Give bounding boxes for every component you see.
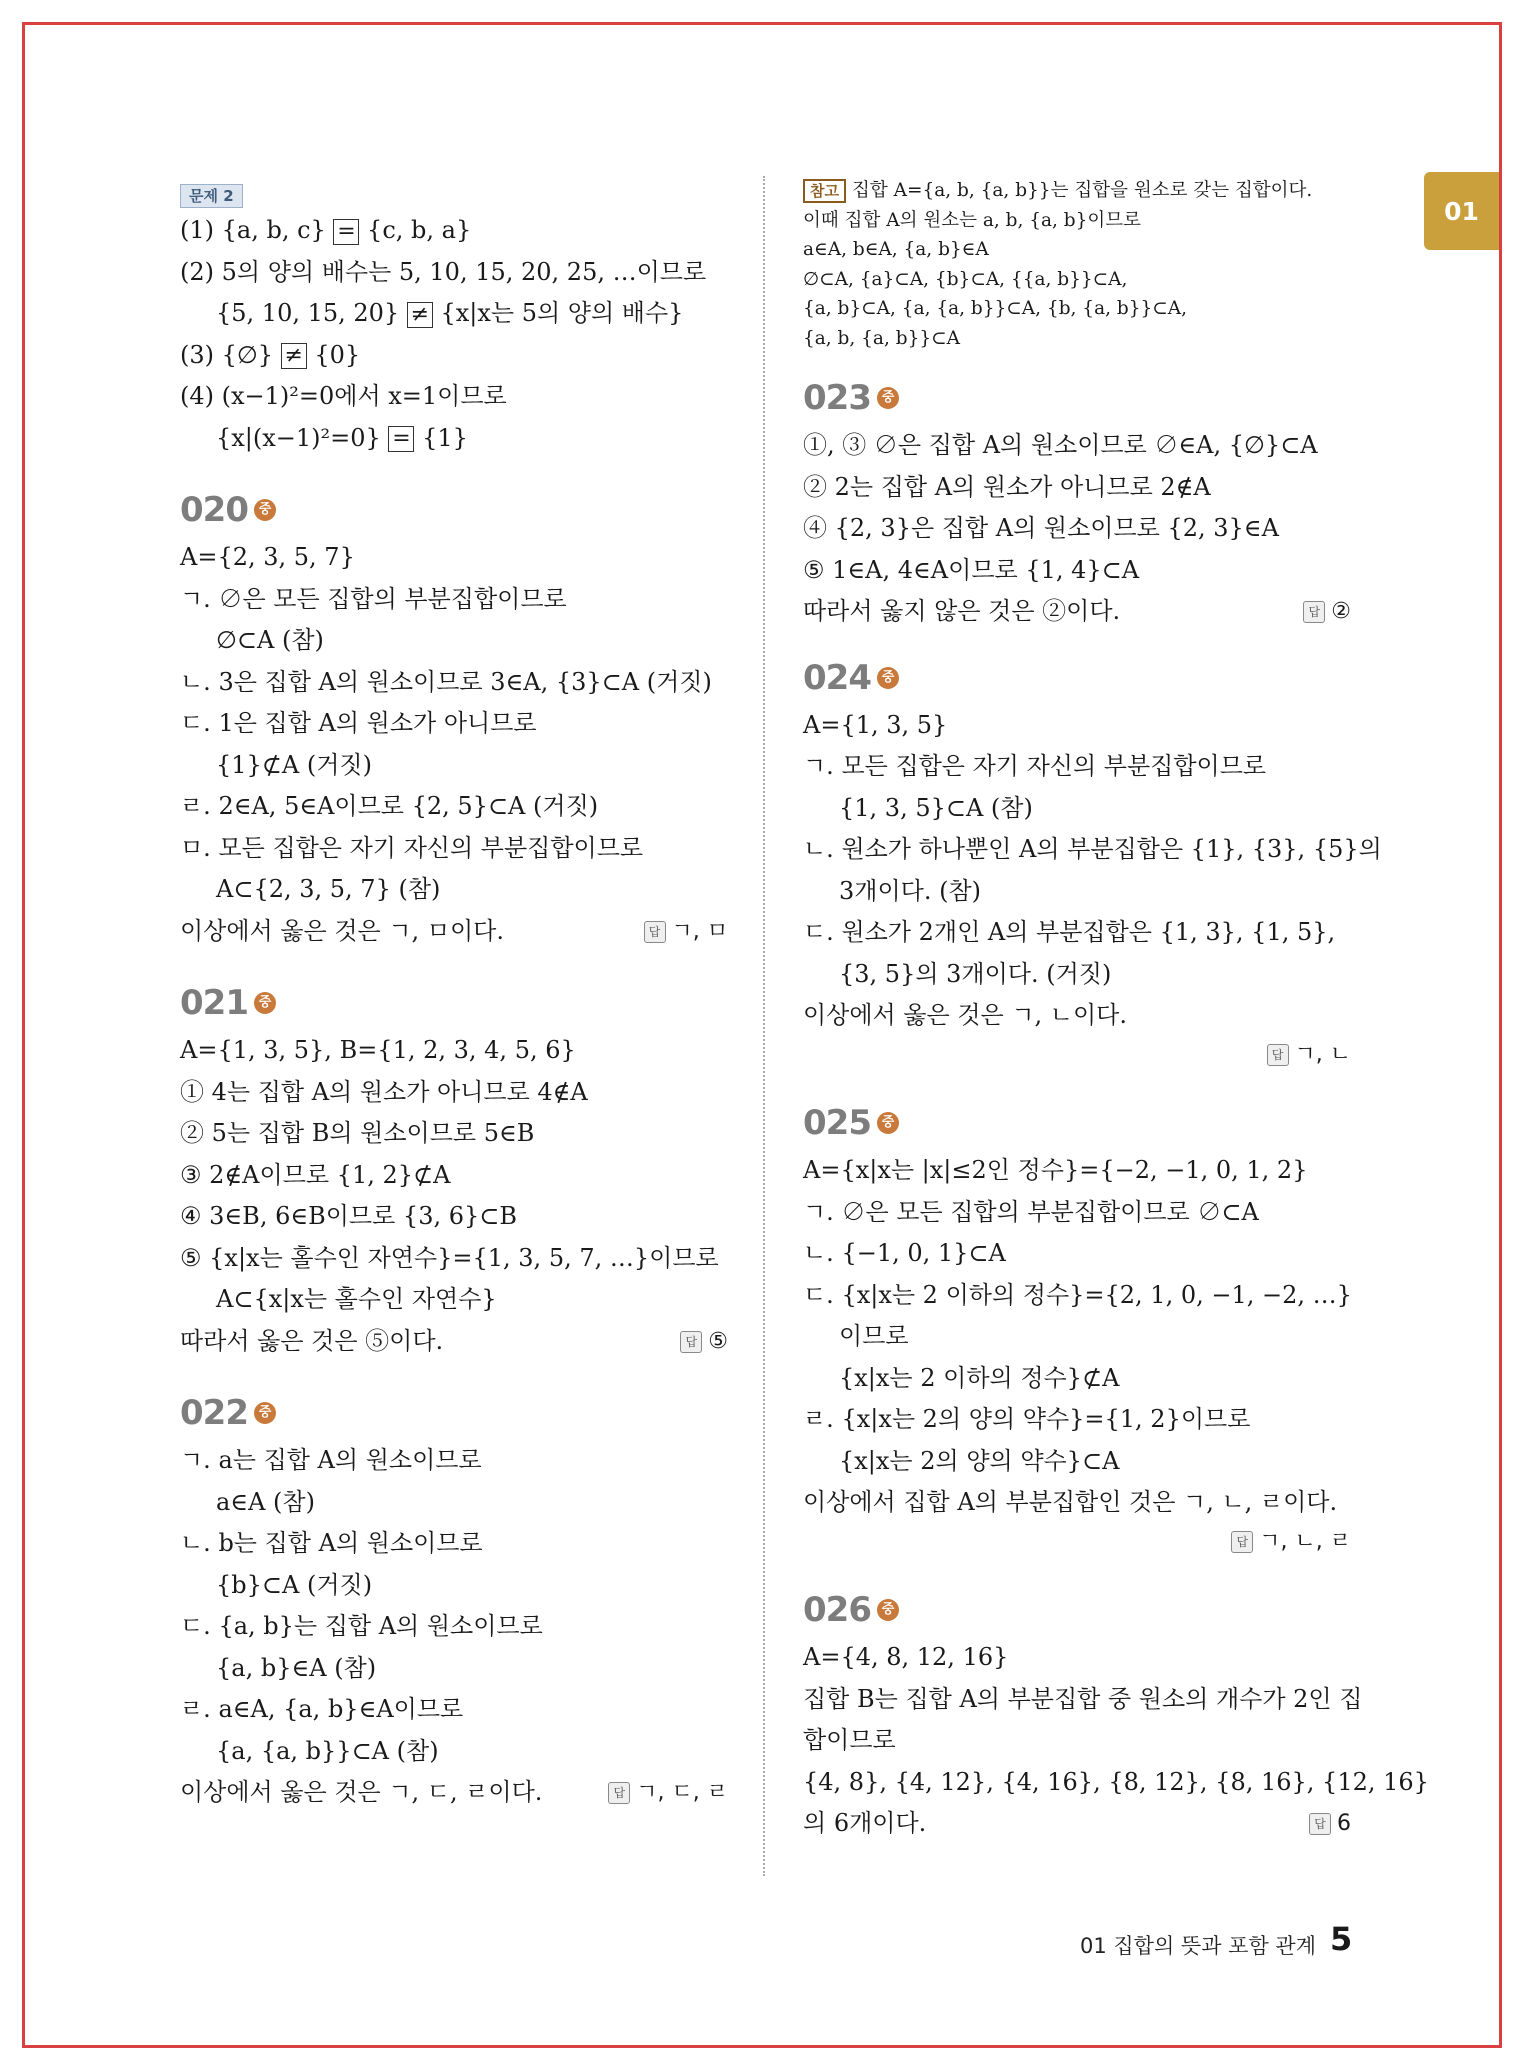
solution-line: ② 2는 집합 A의 원소가 아니므로 2∉A [803,472,1211,501]
solution-line: a∈A (참) [216,1487,315,1516]
solution-line: ㄴ. {−1, 0, 1}⊂A [803,1239,1006,1267]
solution-line: ① 4는 집합 A의 원소가 아니므로 4∉A [180,1077,588,1106]
difficulty-icon: 중 [877,667,899,689]
conclusion-line: 따라서 옳지 않은 것은 ②이다. 답 ② [803,591,1351,633]
problem-021 [180,980,728,1362]
right-column [803,176,1429,1845]
answer-icon: 답 [1303,601,1325,623]
note-line: 참고 집합 A={a, b, {a, b}}는 집합을 원소로 갖는 집합이다. [803,176,1351,206]
answer-row [803,1037,1351,1079]
answer: 답 ② [1303,591,1351,633]
solution-line: ㄴ. 원소가 하나뿐인 A의 부분집합은 {1}, {3}, {5}의 [803,835,1382,863]
solution-line: {a, {a, b}}⊂A (참) [216,1736,439,1765]
solution-line: A⊂{2, 3, 5, 7} (참) [216,875,441,903]
problem-020 [180,487,728,952]
difficulty-icon: 중 [254,1402,276,1424]
solution-line: ③ 2∉A이므로 {1, 2}⊄A [180,1160,451,1189]
intro-section [180,176,728,459]
solution-line: A={1, 3, 5} [803,710,948,739]
intro-line-1: (1) {a, b, c} = {c, b, a} [180,216,472,244]
conclusion-line: 이상에서 옳은 것은 ㄱ, ㄴ이다. [803,1001,1127,1029]
solution-line: ㄴ. b는 집합 A의 원소이므로 [180,1529,483,1557]
solution-line: ④ {2, 3}은 집합 A의 원소이므로 {2, 3}∈A [803,514,1279,542]
answer: 답 ㄱ, ㄷ, ㄹ [608,1772,728,1814]
solution-line: 집합 B는 집합 A의 부분집합 중 원소의 개수가 2인 집 [803,1684,1363,1713]
problem-number: 021 중 [180,980,728,1026]
solution-line: ④ 3∈B, 6∈B이므로 {3, 6}⊂B [180,1202,518,1230]
solution-line: ② 5는 집합 B의 원소이므로 5∈B [180,1119,535,1147]
note-line: {a, b}⊂A, {a, {a, b}}⊂A, {b, {a, b}}⊂A, [803,298,1187,319]
solution-line: A⊂{x|x는 홀수인 자연수} [216,1285,497,1313]
difficulty-icon: 중 [877,387,899,409]
solution-line: 3개이다. (참) [839,876,981,905]
note-badge: 참고 [803,179,846,203]
conclusion-line: 이상에서 옳은 것은 ㄱ, ㄷ, ㄹ이다. 답 ㄱ, ㄷ, ㄹ [180,1772,728,1814]
answer-icon: 답 [680,1331,702,1353]
problem-badge: 문제 2 [180,184,243,208]
intro-line-6: {x|(x−1)²=0} = {1} [216,423,468,452]
note-line: ∅⊂A, {a}⊂A, {b}⊂A, {{a, b}}⊂A, [803,268,1128,290]
answer-icon: 답 [608,1782,630,1804]
chapter-tab: 01 [1424,172,1499,250]
answer: 답 ⑤ [680,1321,728,1363]
note-line: 이때 집합 A의 원소는 a, b, {a, b}이므로 [803,209,1142,231]
answer-icon: 답 [1267,1044,1289,1066]
problem-number: 026 중 [803,1587,1351,1633]
solution-line: ㄱ. 모든 집합은 자기 자신의 부분집합이므로 [803,752,1267,780]
conclusion-line: 이상에서 옳은 것은 ㄱ, ㅁ이다. 답 ㄱ, ㅁ [180,911,728,953]
page-number: 5 [1330,1920,1353,1958]
solution-line: ㄷ. {a, b}는 집합 A의 원소이므로 [180,1612,543,1640]
solution-line: {4, 8}, {4, 12}, {4, 16}, {8, 12}, {8, 16}, {12, 16} [803,1767,1429,1796]
solution-line: {1}⊄A (거짓) [216,750,372,779]
problem-number: 020 중 [180,487,728,533]
footer-title: 01 집합의 뜻과 포함 관계 [1080,1934,1316,1958]
solution-line: A={2, 3, 5, 7} [180,543,355,571]
solution-line: ∅⊂A (참) [216,626,324,654]
solution-line: ㄱ. ∅은 모든 집합의 부분집합이므로 [180,584,567,613]
left-column [180,176,728,1814]
solution-line: ㄱ. ∅은 모든 집합의 부분집합이므로 ∅⊂A [803,1197,1259,1226]
solution-line: A={4, 8, 12, 16} [803,1643,1009,1671]
solution-line: ㄹ. a∈A, {a, b}∈A이므로 [180,1695,464,1723]
difficulty-icon: 중 [877,1599,899,1621]
problem-number: 025 중 [803,1100,1351,1146]
answer: 답 6 [1309,1803,1351,1845]
problem-number: 024 중 [803,655,1351,701]
answer-icon: 답 [1309,1813,1331,1835]
solution-line: 합이므로 [803,1726,896,1754]
reference-note [803,176,1351,353]
problem-024 [803,655,1382,1079]
intro-line-5: (4) (x−1)²=0에서 x=1이므로 [180,382,507,410]
solution-line: {x|x는 2의 양의 약수}⊂A [839,1446,1120,1475]
solution-line: ⑤ {x|x는 홀수인 자연수}={1, 3, 5, 7, …}이므로 [180,1243,719,1272]
solution-line: ㄷ. {x|x는 2 이하의 정수}={2, 1, 0, −1, −2, …} [803,1280,1352,1309]
solution-line: A={x|x는 |x|≤2인 정수}={−2, −1, 0, 1, 2} [803,1156,1308,1184]
solution-line: ㅁ. 모든 집합은 자기 자신의 부분집합이므로 [180,833,644,862]
difficulty-icon: 중 [254,499,276,521]
answer-icon: 답 [1231,1531,1253,1553]
solution-line: {3, 5}의 3개이다. (거짓) [839,959,1112,988]
solution-line: ㄹ. {x|x는 2의 양의 약수}={1, 2}이므로 [803,1405,1251,1433]
solution-line: {x|x는 2 이하의 정수}⊄A [839,1363,1120,1392]
intro-line-4: (3) {∅} ≠ {0} [180,340,361,369]
problem-number: 022 중 [180,1390,728,1436]
conclusion-line: 의 6개이다. 답 6 [803,1803,1351,1845]
conclusion-line: 따라서 옳은 것은 ⑤이다. 답 ⑤ [180,1321,728,1363]
answer-row [803,1524,1351,1566]
solution-line: ⑤ 1∈A, 4∈A이므로 {1, 4}⊂A [803,555,1140,584]
conclusion-line: 이상에서 집합 A의 부분집합인 것은 ㄱ, ㄴ, ㄹ이다. [803,1488,1338,1516]
note-line: a∈A, b∈A, {a, b}∈A [803,239,989,260]
answer: 답 ㄱ, ㅁ [644,911,729,953]
intro-line-2: (2) 5의 양의 배수는 5, 10, 15, 20, 25, …이므로 [180,257,707,286]
solution-line: ㄴ. 3은 집합 A의 원소이므로 3∈A, {3}⊂A (거짓) [180,667,712,696]
problem-026 [803,1587,1429,1845]
solution-line: 이므로 [839,1322,909,1350]
column-divider [763,176,765,1876]
solution-line: A={1, 3, 5}, B={1, 2, 3, 4, 5, 6} [180,1036,576,1064]
solution-line: ㄱ. a는 집합 A의 원소이므로 [180,1446,482,1474]
answer: 답 ㄱ, ㄴ, ㄹ [1231,1524,1351,1555]
difficulty-icon: 중 [877,1112,899,1134]
solution-line: {b}⊂A (거짓) [216,1570,373,1599]
problem-number: 023 중 [803,375,1351,421]
problem-025 [803,1100,1351,1565]
solution-line: {1, 3, 5}⊂A (참) [839,793,1033,822]
difficulty-icon: 중 [254,992,276,1014]
note-line: {a, b, {a, b}}⊂A [803,327,960,349]
problem-022 [180,1390,728,1814]
intro-line-3: {5, 10, 15, 20} ≠ {x|x는 5의 양의 배수} [216,299,684,327]
solution-line: ①, ③ ∅은 집합 A의 원소이므로 ∅∈A, {∅}⊂A [803,431,1318,459]
solution-line: ㄹ. 2∈A, 5∈A이므로 {2, 5}⊂A (거짓) [180,792,599,820]
answer: 답 ㄱ, ㄴ [1267,1037,1352,1068]
solution-line: {a, b}∈A (참) [216,1653,377,1682]
solution-line: ㄷ. 원소가 2개인 A의 부분집합은 {1, 3}, {1, 5}, [803,918,1336,946]
problem-023 [803,375,1351,633]
solution-line: ㄷ. 1은 집합 A의 원소가 아니므로 [180,709,537,737]
answer-icon: 답 [644,921,666,943]
